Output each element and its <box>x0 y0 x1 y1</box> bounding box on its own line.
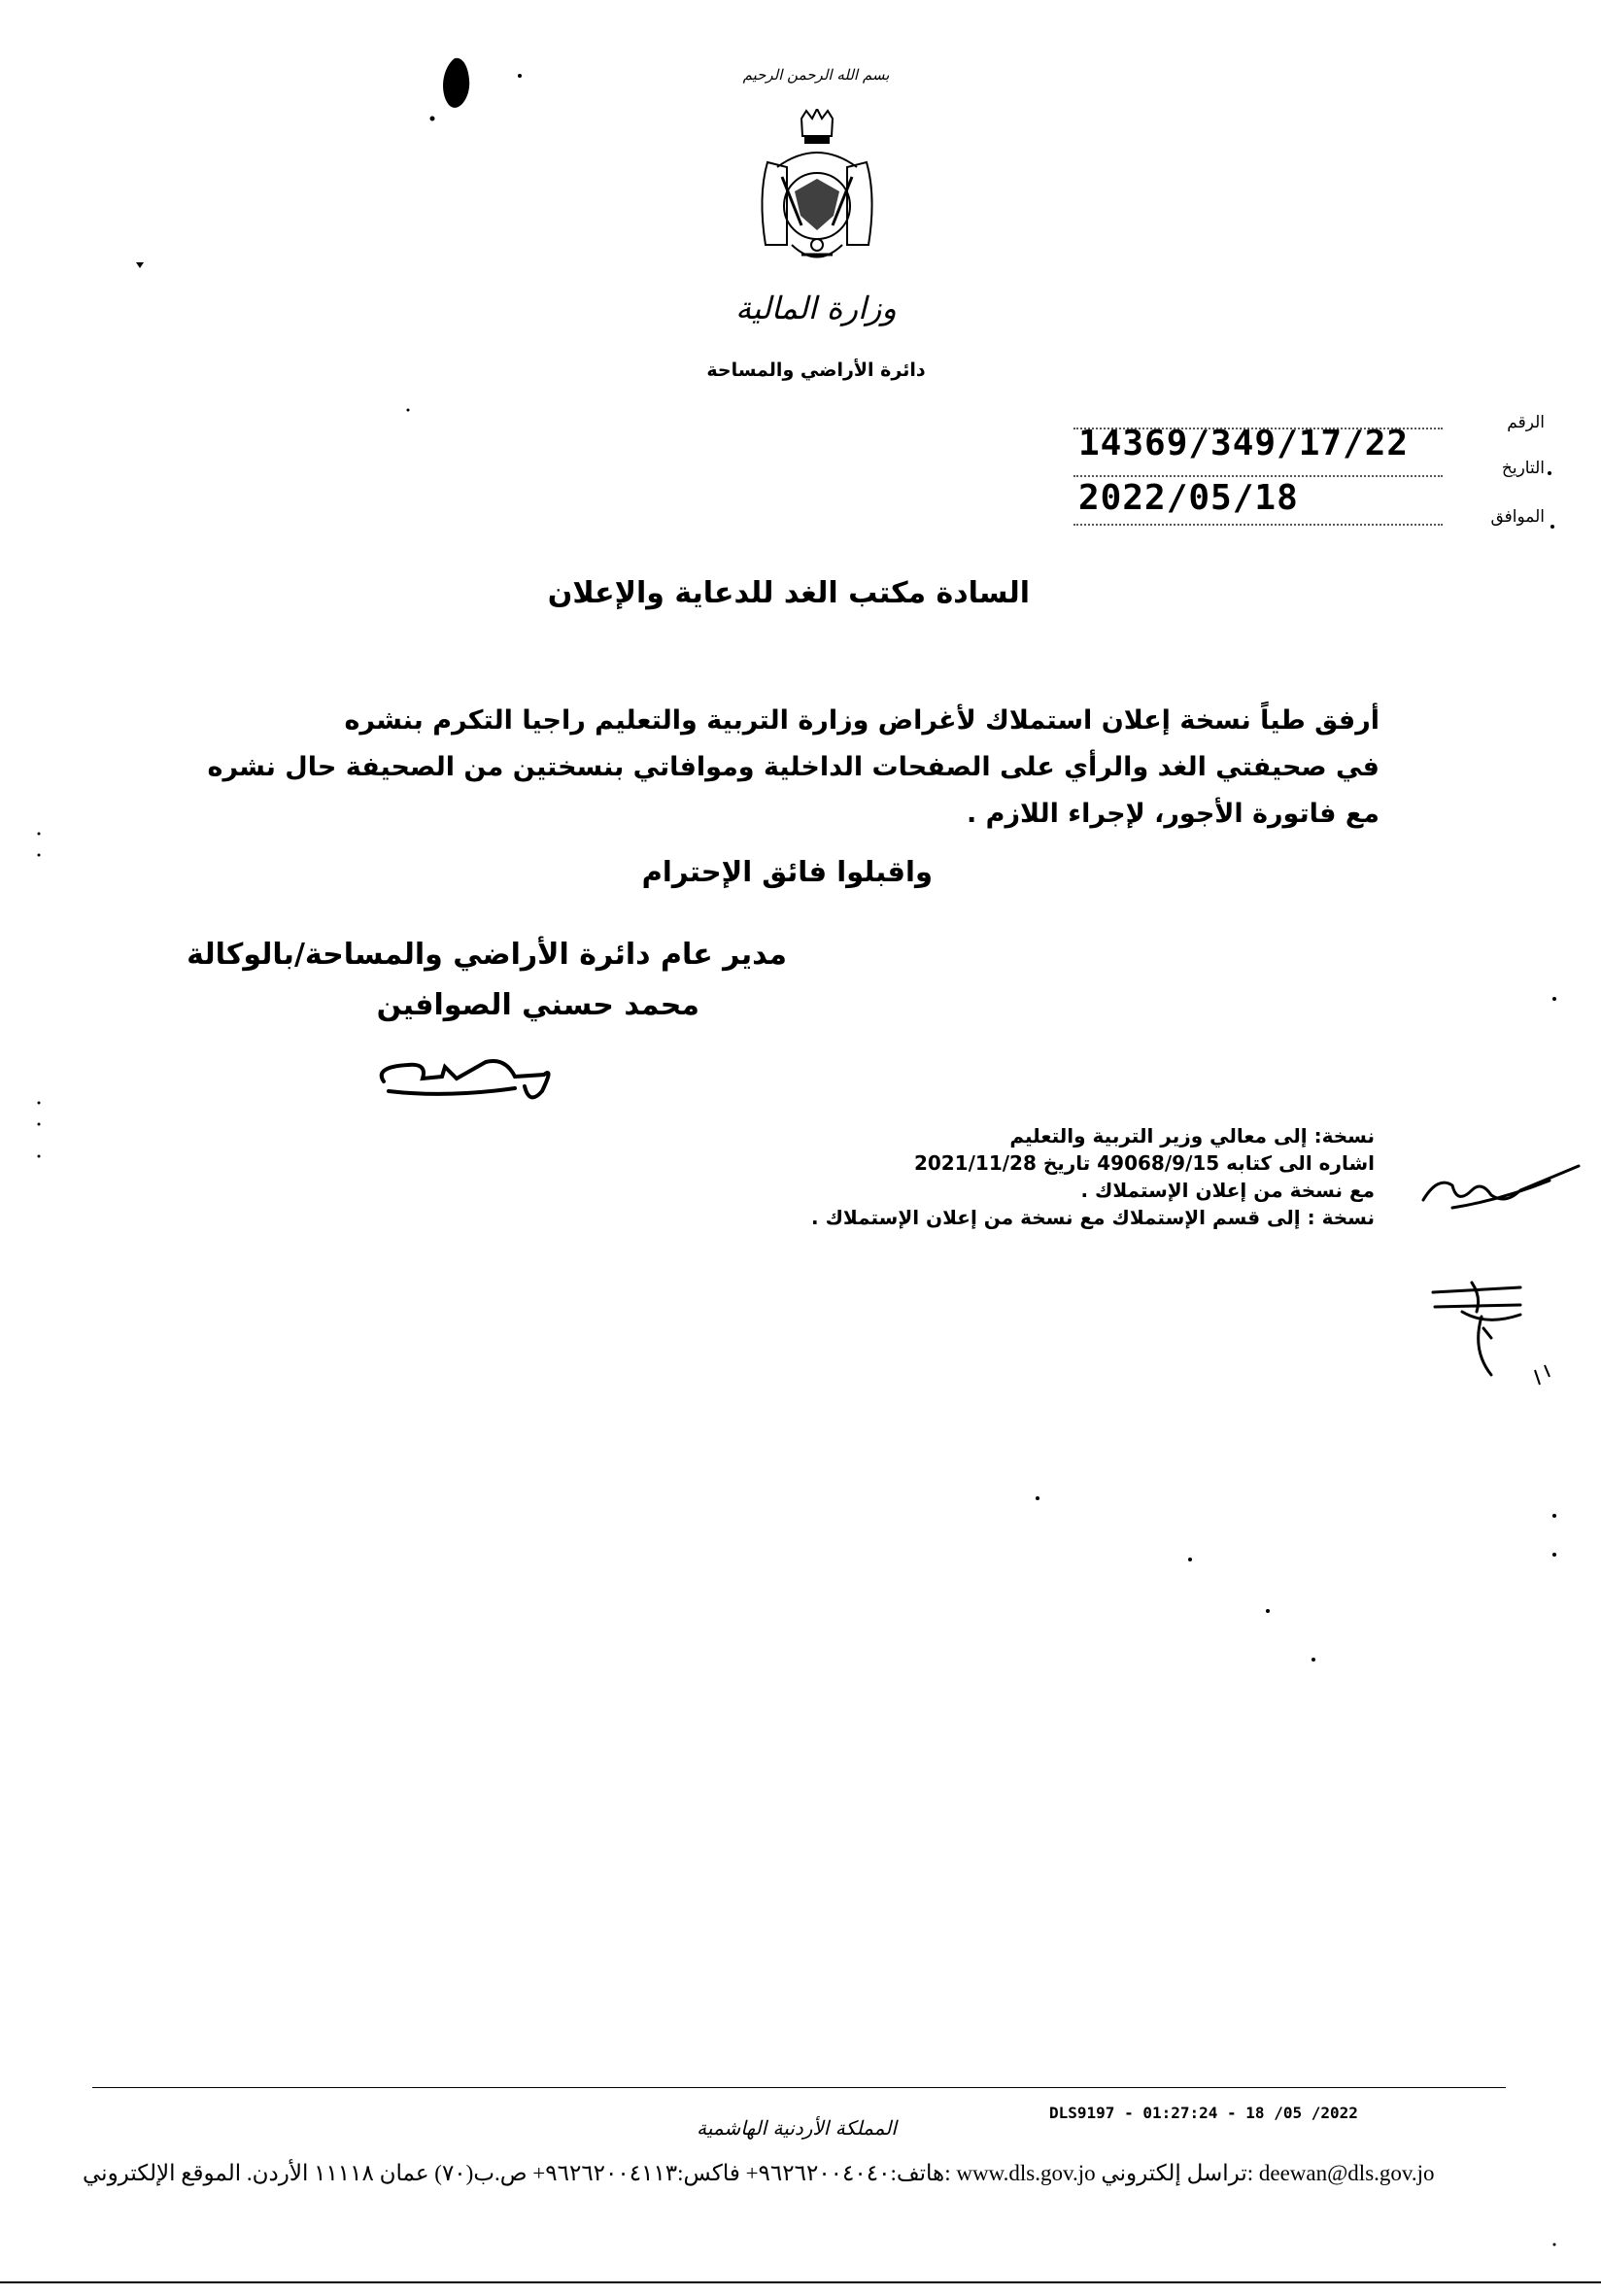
cc-line: اشاره الى كتابه 49068/9/15 تاريخ 2021/11/28 <box>913 1151 1375 1175</box>
cc-line: نسخة: إلى معالي وزير التربية والتعليم <box>1009 1124 1375 1148</box>
number-dotted-line <box>1073 428 1443 429</box>
contact-info: هاتف:٩٦٢٦٢٠٠٤٠٤٠+ فاكس:٩٦٢٦٢٠٠٤١١٣+ ص.ب(٧٠) عمان ١١١١٨ الأردن. الموقع الإلكتروني: www.dls.gov.jo تراسل إلكتروني: deewan@dls.gov.jo <box>83 2161 1435 2185</box>
corresponding-dotted-line <box>1073 524 1443 526</box>
document-reference: DLS9197 - 01:27:24 - 18 /05 /2022 <box>1049 2104 1358 2122</box>
kingdom-name: المملكة الأردنية الهاشمية <box>697 2116 897 2140</box>
letter-body <box>204 698 1380 838</box>
addressee: السادة مكتب الغد للدعاية والإعلان <box>547 576 1030 610</box>
ministry-name: وزارة المالية <box>735 290 897 326</box>
signatory-name: محمد حسني الصوافين <box>376 988 699 1022</box>
body-line: أرفق طياً نسخة إعلان استملاك لأغراض وزارة التربية والتعليم راجيا التكرم بنشره <box>344 705 1380 736</box>
handwritten-signature <box>369 1038 563 1115</box>
letter-date: 2022/05/18 <box>1078 478 1299 518</box>
cc-line: نسخة : إلى قسم الإستملاك مع نسخة من إعلان الإستملاك . <box>811 1206 1375 1229</box>
number-label: الرقم <box>1507 413 1545 432</box>
body-line: مع فاتورة الأجور، لإجراء اللازم . <box>967 799 1380 829</box>
footer-rule <box>92 2087 1506 2088</box>
page-bottom-edge <box>0 2281 1601 2283</box>
coat-of-arms-icon <box>748 109 886 279</box>
handwritten-initials <box>1414 1151 1588 1229</box>
corresponding-label: الموافق <box>1490 507 1545 527</box>
closing-phrase: واقبلوا فائق الإحترام <box>641 855 933 888</box>
cc-line: مع نسخة من إعلان الإستملاك . <box>1080 1179 1375 1202</box>
date-dotted-line <box>1073 475 1443 477</box>
signatory-title: مدير عام دائرة الأراضي والمساحة/بالوكالة <box>187 938 787 972</box>
handwritten-initials <box>1414 1268 1588 1394</box>
department-name: دائرة الأراضي والمساحة <box>706 360 926 381</box>
bismillah-header: بسم الله الرحمن الرحيم <box>742 66 890 84</box>
body-line: في صحيفتي الغد والرأي على الصفحات الداخلية وموافاتي بنسختين من الصحيفة حال نشره <box>207 752 1380 782</box>
date-label: التاريخ <box>1501 459 1545 478</box>
reference-number: 14369/349/17/22 <box>1078 424 1410 463</box>
